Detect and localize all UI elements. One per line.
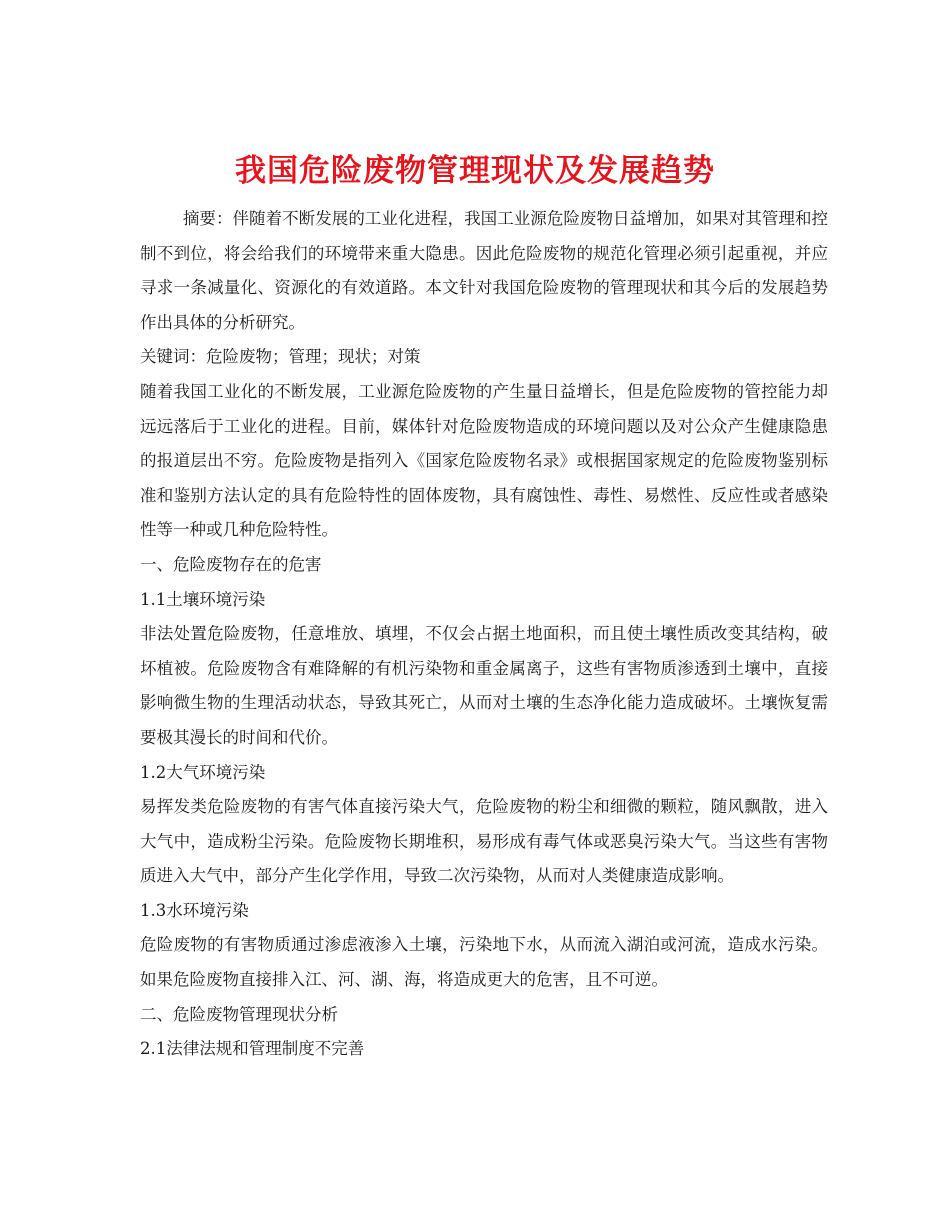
paragraph-1-3: 危险废物的有害物质通过渗虑液渗入土壤，污染地下水，从而流入湖泊或河流，造成水污染。如果危险废物直接排入江、河、湖、海，将造成更大的危害，且不可逆。 [140,935,828,990]
subsection-heading-1-1: 1.1土壤环境污染 [140,589,266,609]
paragraph-1-2: 易挥发类危险废物的有害气体直接污染大气，危险废物的粉尘和细微的颗粒，随风飘散，进入大气中，造成粉尘污染。危险废物长期堆积，易形成有毒气体或恶臭污染大气。当这些有害物质进入大气中，部分产生化学作用，导致二次污染物，从而对人类健康造成影响。 [140,797,828,886]
paragraph-1-1: 非法处置危险废物，任意堆放、填埋，不仅会占据土地面积，而且使土壤性质改变其结构，破坏植被。危险废物含有难降解的有机污染物和重金属离子，这些有害物质渗透到土壤中，直接影响微生物的生理活动状态，导致其死亡，从而对土壤的生态净化能力造成破坏。土壤恢复需要极其漫长的时间和代价。 [140,624,828,747]
intro-paragraph: 随着我国工业化的不断发展，工业源危险废物的产生量日益增长，但是危险废物的管控能力却远远落后于工业化的进程。目前，媒体针对危险废物造成的环境问题以及对公众产生健康隐患的报道层出不穷。危险废物是指列入《国家危险废物名录》或根据国家规定的危险废物鉴别标准和鉴别方法认定的具有危险特性的固体废物，具有腐蚀性、毒性、易燃性、反应性或者感染性等一种或几种危险特性。 [140,381,828,540]
section-heading-1: 一、危险废物存在的危害 [140,554,322,574]
subsection-heading-1-2: 1.2大气环境污染 [140,762,266,782]
keywords-line: 关键词：危险废物；管理；现状；对策 [140,347,421,367]
section-heading-2: 二、危险废物管理现状分析 [140,1004,338,1024]
abstract-paragraph: 摘要：伴随着不断发展的工业化进程，我国工业源危险废物日益增加，如果对其管理和控制不到位，将会给我们的环境带来重大隐患。因此危险废物的规范化管理必须引起重视，并应寻求一条减量化、资源化的有效道路。本文针对我国危险废物的管理现状和其今后的发展趋势作出具体的分析研究。 [140,209,828,332]
subsection-heading-1-3: 1.3水环境污染 [140,900,249,920]
document-title: 我国危险废物管理现状及发展趋势 [235,152,715,189]
document-body [140,202,828,1067]
subsection-heading-2-1: 2.1法律法规和管理制度不完善 [140,1039,365,1059]
